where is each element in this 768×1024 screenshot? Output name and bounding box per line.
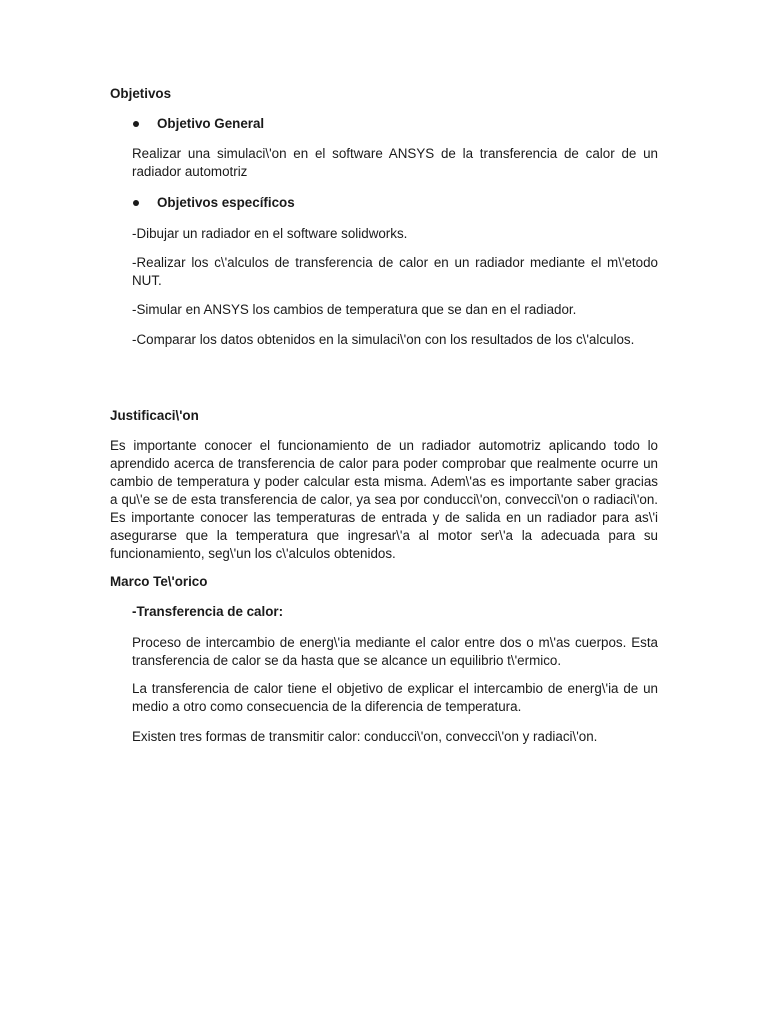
section-title-objetivos: Objetivos bbox=[110, 86, 172, 101]
marco-paragraph: Existen tres formas de transmitir calor: conducci\'on, convecci\'on y radiaci\'on. bbox=[132, 729, 598, 744]
justificacion-text: Es importante conocer el funcionamiento de un radiador automotriz aplicando todo lo aprendido acerca de transferencia de calor para poder comprobar que realmente ocurre un cambio de temperatura y poder calcular esta misma. Adem\'as es importante saber gracias a qu\'e se de esta transferencia de calor, ya sea por conducci\'on, convecci\'on o radiaci\'on. Es importante conocer las temperaturas de entrada y de salida en un radiador para as\'i asegurarse que la temperatura que ingresar\'a al motor ser\'a la adecuada para su funcionamiento, seg\'un los c\'alculos obtenidos. bbox=[110, 438, 658, 561]
objetivo-especifico-item: -Comparar los datos obtenidos en la simulaci\'on con los resultados de los c\'alculos. bbox=[132, 332, 635, 347]
bullet-label: Objetivo General bbox=[157, 116, 265, 131]
objetivo-especifico-item: -Realizar los c\'alculos de transferencia de calor en un radiador mediante el m\'etodo NUT. bbox=[132, 255, 658, 288]
marco-paragraph: La transferencia de calor tiene el objetivo de explicar el intercambio de energ\'ia de un medio a otro como consecuencia de la diferencia de temperatura. bbox=[132, 681, 658, 714]
subsection-title-transferencia: -Transferencia de calor: bbox=[132, 604, 284, 619]
bullet-dot-icon bbox=[133, 200, 139, 206]
marco-paragraph: Proceso de intercambio de energ\'ia mediante el calor entre dos o m\'as cuerpos. Esta transferencia de calor se da hasta que se alcance un equilibrio t\'ermico. bbox=[132, 635, 658, 668]
objetivo-especifico-item: -Simular en ANSYS los cambios de temperatura que se dan en el radiador. bbox=[132, 302, 577, 317]
objetivo-general-text: Realizar una simulaci\'on en el software ANSYS de la transferencia de calor de un radiador automotriz bbox=[132, 146, 658, 179]
objetivo-especifico-item: -Dibujar un radiador en el software solidworks. bbox=[132, 226, 408, 241]
section-title-justificacion: Justificaci\'on bbox=[110, 408, 199, 423]
section-title-marco-teorico: Marco Te\'orico bbox=[110, 574, 208, 589]
bullet-label: Objetivos específicos bbox=[157, 195, 295, 210]
bullet-dot-icon bbox=[133, 121, 139, 127]
